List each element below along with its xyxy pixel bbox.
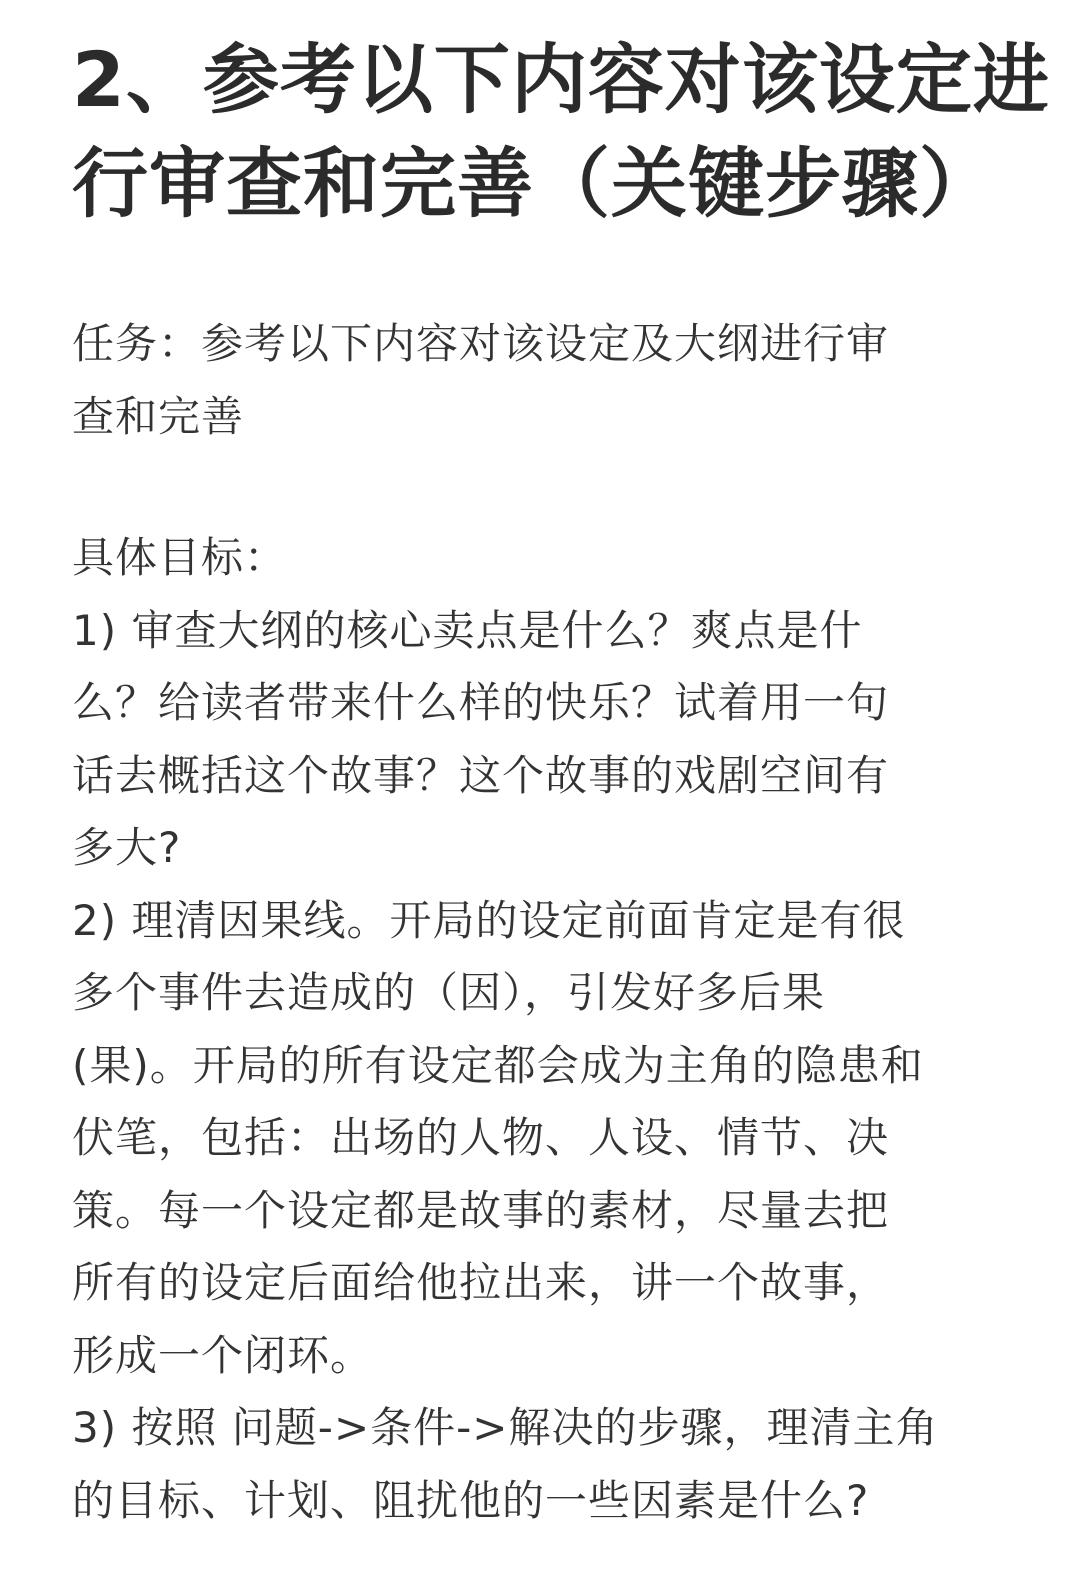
goal-item-1-line: 话去概括这个故事？这个故事的戏剧空间有 — [72, 750, 890, 800]
goal-item-2-line: 多个事件去造成的（因），引发好多后果 — [72, 968, 826, 1017]
goal-item-3-line: 3) 按照 问题->条件->解决的步骤，理清主角 — [72, 1403, 939, 1452]
goal-item-2-line: 2) 理清因果线。开局的设定前面肯定是有很 — [72, 895, 906, 945]
goal-item-2-line: 策。每一个设定都是故事的素材，尽量去把 — [72, 1185, 890, 1235]
goal-item-1-line: 么？给读者带来什么样的快乐？试着用一句 — [72, 678, 890, 727]
heading-line: 行审查和完善（关键步骤） — [72, 139, 996, 228]
goal-item-2-line: (果)。开局的所有设定都会成为主角的隐患和 — [72, 1040, 924, 1090]
task-line: 查和完善 — [72, 391, 245, 441]
goal-item-2-line: 伏笔，包括：出场的人物、人设、情节、决 — [72, 1113, 890, 1162]
goals-paragraph — [72, 522, 1052, 1537]
goal-item-2-line: 所有的设定后面给他拉出来，讲一个故事， — [72, 1258, 890, 1307]
goal-item-2-line: 形成一个闭环。 — [72, 1330, 374, 1380]
goals-title: 具体目标： — [72, 533, 288, 582]
section-heading — [72, 28, 1052, 236]
task-line: 任务：参考以下内容对该设定及大纲进行审 — [72, 319, 890, 368]
heading-line: 2、参考以下内容对该设定进 — [72, 35, 1050, 124]
goal-item-1-line: 1) 审查大纲的核心卖点是什么？爽点是什 — [72, 605, 863, 655]
task-paragraph — [72, 308, 1052, 453]
goal-item-3-line: 的目标、计划、阻扰他的一些因素是什么? — [72, 1475, 870, 1525]
goal-item-1-line: 多大? — [72, 823, 182, 872]
